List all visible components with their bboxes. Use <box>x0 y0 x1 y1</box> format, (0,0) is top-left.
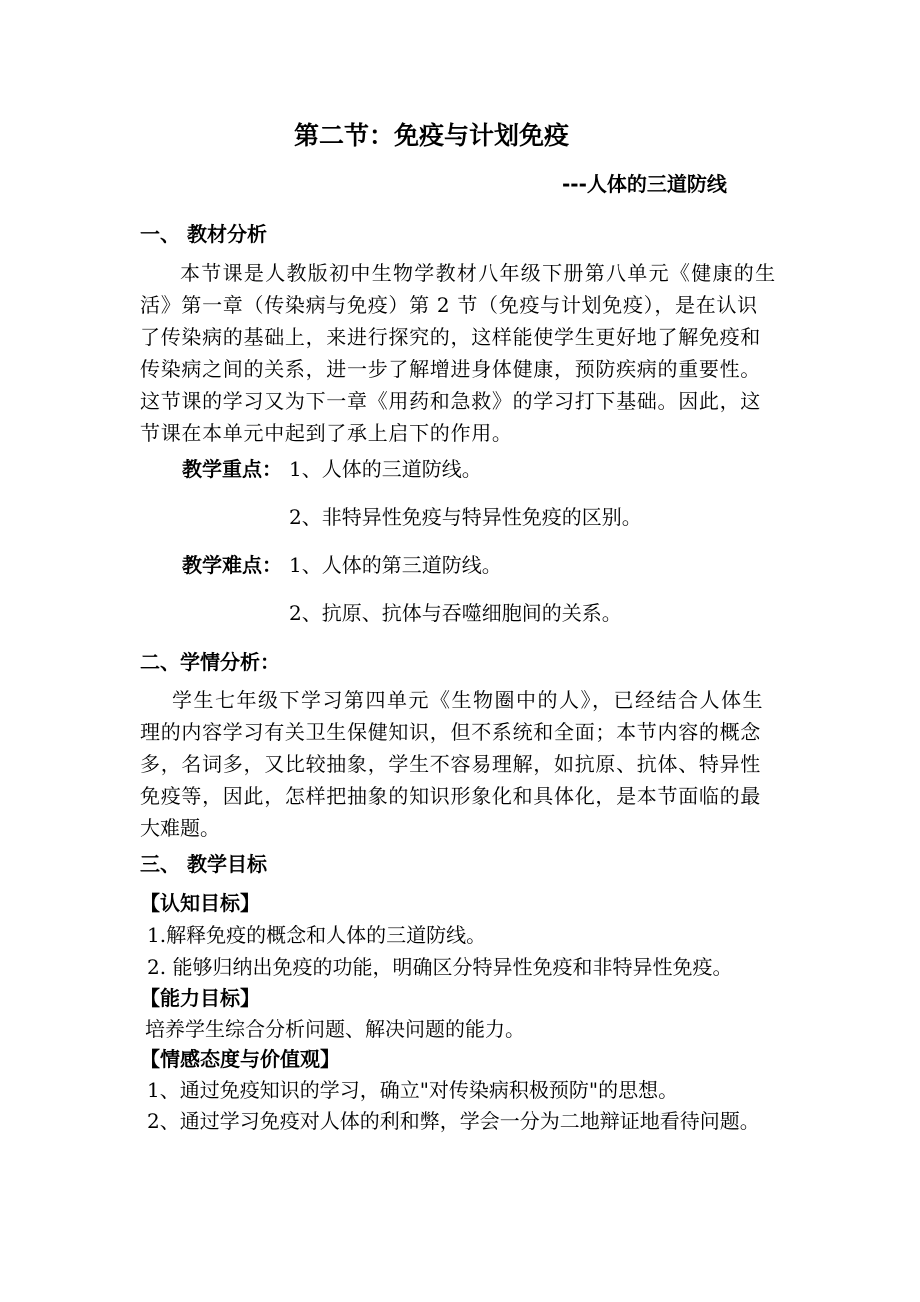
cognitive-objectives-label: 【认知目标】 <box>140 891 260 915</box>
key-points-label: 教学重点： <box>182 457 282 481</box>
objective-item: 培养学生综合分析问题、解决问题的能力。 <box>145 1017 525 1041</box>
paragraph-line: 理的内容学习有关卫生保健知识，但不系统和全面；本节内容的概念 <box>140 720 761 744</box>
paragraph-line: 传染病之间的关系，进一步了解增进身体健康，预防疾病的重要性。 <box>140 357 761 381</box>
paragraph-line: 节课在本单元中起到了承上启下的作用。 <box>140 421 513 445</box>
page-subtitle: ---人体的三道防线 <box>562 172 727 196</box>
section-heading-learner-analysis: 二、学情分析： <box>140 650 280 674</box>
objective-item: 1.解释免疫的概念和人体的三道防线。 <box>147 923 487 947</box>
paragraph-line: 多，名词多，又比较抽象，学生不容易理解，如抗原、抗体、特异性 <box>140 752 761 776</box>
difficult-point-item: 1、人体的第三道防线。 <box>289 553 502 577</box>
section-heading-textbook-analysis: 一、 教材分析 <box>140 222 267 246</box>
objective-item: 2、通过学习免疫对人体的利和弊，学会一分为二地辩证地看待问题。 <box>147 1109 760 1133</box>
section-heading-teaching-objectives: 三、 教学目标 <box>140 852 267 876</box>
page-title: 第二节：免疫与计划免疫 <box>294 121 570 150</box>
paragraph-line: 活》第一章（传染病与免疫）第 2 节（免疫与计划免疫），是在认识 <box>140 293 758 317</box>
paragraph-line: 大难题。 <box>140 816 220 840</box>
paragraph-line: 学生七年级下学习第四单元《生物圈中的人》，已经结合人体生 <box>172 688 764 712</box>
paragraph-line: 免疫等，因此，怎样把抽象的知识形象化和具体化，是本节面临的最 <box>140 784 761 808</box>
key-point-item: 2、非特异性免疫与特异性免疫的区别。 <box>289 505 642 529</box>
key-point-item: 1、人体的三道防线。 <box>289 457 482 481</box>
objective-item: 1、通过免疫知识的学习，确立"对传染病积极预防"的思想。 <box>147 1078 679 1102</box>
paragraph-line: 本节课是人教版初中生物学教材八年级下册第八单元《健康的生 <box>180 261 777 285</box>
difficult-point-item: 2、抗原、抗体与吞噬细胞间的关系。 <box>289 601 622 625</box>
objective-item: 2. 能够归纳出免疫的功能，明确区分特异性免疫和非特异性免疫。 <box>147 955 733 979</box>
emotion-objectives-label: 【情感态度与价值观】 <box>140 1047 340 1071</box>
paragraph-line: 这节课的学习又为下一章《用药和急救》的学习打下基础。因此，这 <box>140 389 761 413</box>
ability-objectives-label: 【能力目标】 <box>140 986 260 1010</box>
paragraph-line: 了传染病的基础上，来进行探究的，这样能使学生更好地了解免疫和 <box>140 325 761 349</box>
difficult-points-label: 教学难点： <box>182 553 282 577</box>
